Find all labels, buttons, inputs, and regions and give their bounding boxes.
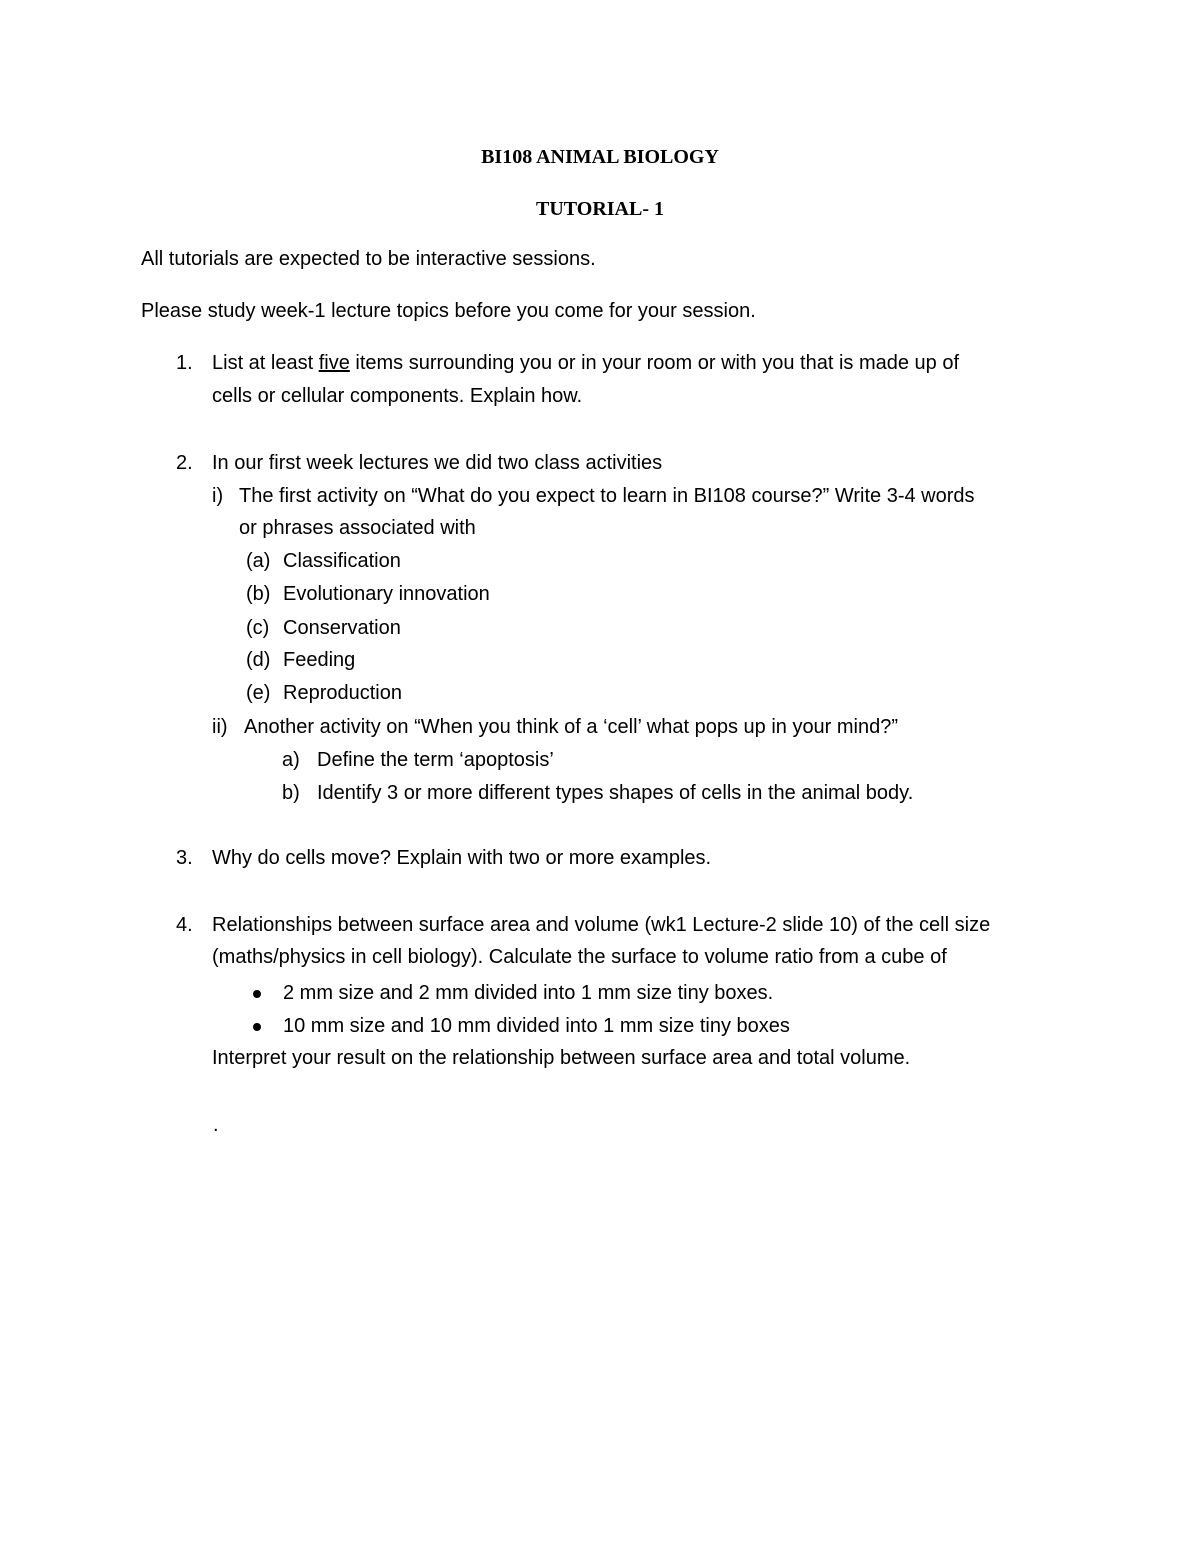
q2-sub-ii-b: Identify 3 or more different types shapes of cells in the animal body. [317,782,914,804]
q4-bullet-1: 2 mm size and 2 mm divided into 1 mm size tiny boxes. [283,982,774,1004]
q2-item-b: Evolutionary innovation [283,583,490,605]
q2-item-a-marker: (a) [246,550,271,572]
trailing-mark: . [213,1114,219,1136]
tutorial-title: TUTORIAL- 1 [536,198,664,220]
q2-number: 2. [176,452,193,474]
q2-item-e-marker: (e) [246,682,271,704]
q2-item-c-marker: (c) [246,617,270,639]
q2-item-e: Reproduction [283,682,402,704]
q2-sub-ii-a-marker: a) [282,749,300,771]
q1-number: 1. [176,352,193,374]
q1-text-end: items surrounding you or in your room or with you that is made up of [349,352,960,374]
q2-item-a: Classification [283,550,401,572]
q4-line-2: (maths/physics in cell biology). Calculate the surface to volume ratio from a cube of [212,946,947,968]
q1-line-2: cells or cellular components. Explain how. [212,385,583,407]
q2-item-d: Feeding [283,649,356,671]
intro-line-2: Please study week-1 lecture topics before you come for your session. [141,300,756,322]
q3-text: Why do cells move? Explain with two or more examples. [212,847,712,869]
q1-text-start: List at least [212,352,319,374]
q4-conclusion: Interpret your result on the relationship between surface area and total volume. [212,1047,911,1069]
q1-line-1 [212,350,959,376]
q2-sub-i-marker: i) [212,485,224,507]
q2-sub-i-line-1: The first activity on “What do you expect to learn in BI108 course?” Write 3-4 words [239,485,975,507]
q2-text: In our first week lectures we did two class activities [212,452,663,474]
q2-sub-ii-b-marker: b) [282,782,300,804]
q4-number: 4. [176,914,193,936]
q1-emphasis: five [318,352,350,374]
q2-sub-i-line-2: or phrases associated with [239,517,476,539]
q2-sub-ii-text: Another activity on “When you think of a ‘cell’ what pops up in your mind?” [244,716,899,738]
intro-line-1: All tutorials are expected to be interactive sessions. [141,248,596,270]
course-title: BI108 ANIMAL BIOLOGY [481,146,719,168]
q4-bullet-2-icon [253,1023,261,1031]
q4-bullet-2: 10 mm size and 10 mm divided into 1 mm size tiny boxes [283,1015,790,1037]
q2-item-b-marker: (b) [246,583,271,605]
q2-item-d-marker: (d) [246,649,271,671]
q4-bullet-1-icon [253,990,261,998]
q2-item-c: Conservation [283,617,401,639]
q2-sub-ii-a: Define the term ‘apoptosis’ [317,749,554,771]
q3-number: 3. [176,847,193,869]
q2-sub-ii-marker: ii) [212,716,228,738]
q4-line-1: Relationships between surface area and volume (wk1 Lecture-2 slide 10) of the cell size [212,914,991,936]
